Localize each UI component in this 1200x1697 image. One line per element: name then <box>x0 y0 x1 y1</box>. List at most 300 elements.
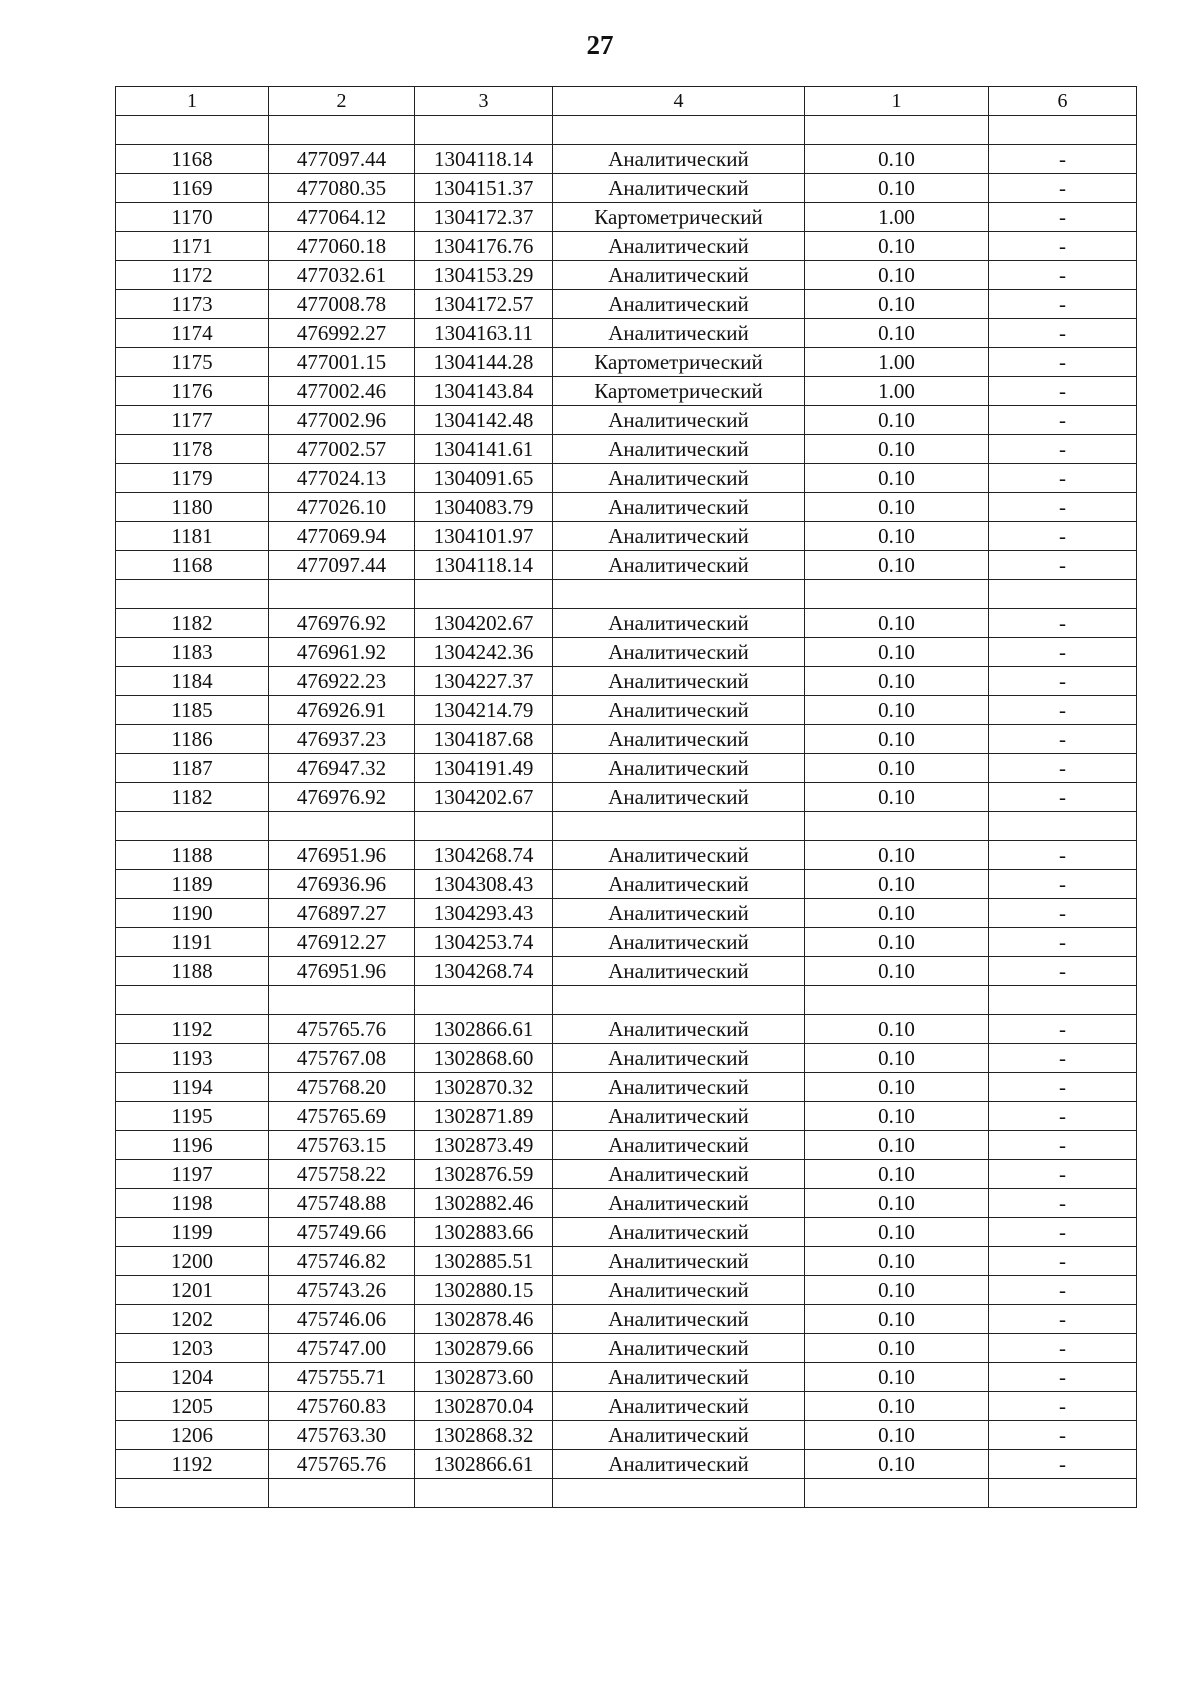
description-cell: - <box>989 638 1137 667</box>
method-cell: Аналитический <box>553 1160 805 1189</box>
y-coordinate-cell: 1302866.61 <box>415 1015 553 1044</box>
x-coordinate-cell: 475763.30 <box>269 1421 415 1450</box>
table-row <box>116 1160 1137 1189</box>
y-coordinate-cell: 1304118.14 <box>415 551 553 580</box>
table-row <box>116 725 1137 754</box>
y-coordinate-cell: 1304293.43 <box>415 899 553 928</box>
y-coordinate-cell: 1302873.60 <box>415 1363 553 1392</box>
point-number-cell: 1189 <box>116 870 269 899</box>
table-row <box>116 1189 1137 1218</box>
table-row <box>116 261 1137 290</box>
point-number-cell: 1171 <box>116 232 269 261</box>
method-cell: Аналитический <box>553 261 805 290</box>
method-cell: Аналитический <box>553 1044 805 1073</box>
method-cell: Аналитический <box>553 841 805 870</box>
x-coordinate-cell: 476922.23 <box>269 667 415 696</box>
method-cell: Аналитический <box>553 870 805 899</box>
accuracy-cell: 0.10 <box>805 1015 989 1044</box>
table-row <box>116 1131 1137 1160</box>
table-header-row <box>116 87 1137 116</box>
table-row <box>116 841 1137 870</box>
x-coordinate-cell: 475758.22 <box>269 1160 415 1189</box>
y-coordinate-cell: 1304176.76 <box>415 232 553 261</box>
x-coordinate-cell: 476992.27 <box>269 319 415 348</box>
table-spacer-row <box>116 986 1137 1015</box>
accuracy-cell: 1.00 <box>805 348 989 377</box>
point-number-cell: 1180 <box>116 493 269 522</box>
table-row <box>116 435 1137 464</box>
x-coordinate-cell: 477097.44 <box>269 145 415 174</box>
y-coordinate-cell: 1302866.61 <box>415 1450 553 1479</box>
y-coordinate-cell <box>415 986 553 1015</box>
method-cell: Аналитический <box>553 1131 805 1160</box>
table-row <box>116 232 1137 261</box>
x-coordinate-cell: 475765.69 <box>269 1102 415 1131</box>
description-cell <box>989 116 1137 145</box>
method-cell <box>553 116 805 145</box>
table-row <box>116 1305 1137 1334</box>
y-coordinate-cell: 1304091.65 <box>415 464 553 493</box>
y-coordinate-cell: 1304172.37 <box>415 203 553 232</box>
y-coordinate-cell: 1304172.57 <box>415 290 553 319</box>
method-cell: Аналитический <box>553 638 805 667</box>
description-cell: - <box>989 174 1137 203</box>
x-coordinate-cell: 477064.12 <box>269 203 415 232</box>
x-coordinate-cell <box>269 812 415 841</box>
x-coordinate-cell: 477026.10 <box>269 493 415 522</box>
description-cell: - <box>989 609 1137 638</box>
accuracy-cell: 0.10 <box>805 725 989 754</box>
description-cell: - <box>989 522 1137 551</box>
x-coordinate-cell: 477080.35 <box>269 174 415 203</box>
x-coordinate-cell: 475768.20 <box>269 1073 415 1102</box>
method-cell <box>553 812 805 841</box>
description-cell: - <box>989 1334 1137 1363</box>
x-coordinate-cell: 477024.13 <box>269 464 415 493</box>
x-coordinate-cell: 476947.32 <box>269 754 415 783</box>
point-number-cell <box>116 116 269 145</box>
point-number-cell: 1176 <box>116 377 269 406</box>
y-coordinate-cell: 1302885.51 <box>415 1247 553 1276</box>
accuracy-cell: 0.10 <box>805 841 989 870</box>
point-number-cell: 1188 <box>116 841 269 870</box>
description-cell <box>989 1479 1137 1508</box>
table-row <box>116 319 1137 348</box>
description-cell: - <box>989 261 1137 290</box>
accuracy-cell: 0.10 <box>805 957 989 986</box>
accuracy-cell: 0.10 <box>805 754 989 783</box>
point-number-cell: 1202 <box>116 1305 269 1334</box>
point-number-cell: 1195 <box>116 1102 269 1131</box>
x-coordinate-cell: 476912.27 <box>269 928 415 957</box>
y-coordinate-cell: 1304163.11 <box>415 319 553 348</box>
table-row <box>116 493 1137 522</box>
header-cell-col6: 6 <box>989 87 1137 116</box>
point-number-cell: 1172 <box>116 261 269 290</box>
table-spacer-row <box>116 580 1137 609</box>
y-coordinate-cell: 1304118.14 <box>415 145 553 174</box>
x-coordinate-cell: 477008.78 <box>269 290 415 319</box>
accuracy-cell: 0.10 <box>805 1073 989 1102</box>
description-cell: - <box>989 551 1137 580</box>
point-number-cell: 1200 <box>116 1247 269 1276</box>
description-cell: - <box>989 841 1137 870</box>
description-cell: - <box>989 957 1137 986</box>
description-cell: - <box>989 1421 1137 1450</box>
table-row <box>116 551 1137 580</box>
point-number-cell <box>116 1479 269 1508</box>
method-cell: Аналитический <box>553 1392 805 1421</box>
accuracy-cell <box>805 1479 989 1508</box>
y-coordinate-cell: 1304142.48 <box>415 406 553 435</box>
x-coordinate-cell: 475746.82 <box>269 1247 415 1276</box>
table-row <box>116 1015 1137 1044</box>
table-row <box>116 348 1137 377</box>
method-cell: Аналитический <box>553 319 805 348</box>
y-coordinate-cell: 1302879.66 <box>415 1334 553 1363</box>
accuracy-cell: 0.10 <box>805 435 989 464</box>
point-number-cell: 1194 <box>116 1073 269 1102</box>
point-number-cell: 1206 <box>116 1421 269 1450</box>
x-coordinate-cell: 477069.94 <box>269 522 415 551</box>
method-cell: Аналитический <box>553 783 805 812</box>
method-cell: Аналитический <box>553 551 805 580</box>
y-coordinate-cell: 1304253.74 <box>415 928 553 957</box>
description-cell <box>989 986 1137 1015</box>
table-row <box>116 1247 1137 1276</box>
x-coordinate-cell <box>269 1479 415 1508</box>
point-number-cell: 1186 <box>116 725 269 754</box>
accuracy-cell <box>805 116 989 145</box>
header-cell-col2: 2 <box>269 87 415 116</box>
method-cell: Аналитический <box>553 1189 805 1218</box>
method-cell: Аналитический <box>553 145 805 174</box>
description-cell: - <box>989 1160 1137 1189</box>
table-spacer-row <box>116 812 1137 841</box>
description-cell: - <box>989 1392 1137 1421</box>
method-cell: Аналитический <box>553 435 805 464</box>
point-number-cell: 1192 <box>116 1015 269 1044</box>
table-row <box>116 928 1137 957</box>
y-coordinate-cell: 1304227.37 <box>415 667 553 696</box>
method-cell: Аналитический <box>553 464 805 493</box>
accuracy-cell: 0.10 <box>805 232 989 261</box>
accuracy-cell: 0.10 <box>805 1160 989 1189</box>
description-cell: - <box>989 145 1137 174</box>
accuracy-cell: 0.10 <box>805 493 989 522</box>
point-number-cell: 1183 <box>116 638 269 667</box>
method-cell: Аналитический <box>553 232 805 261</box>
x-coordinate-cell <box>269 986 415 1015</box>
accuracy-cell: 0.10 <box>805 1189 989 1218</box>
description-cell: - <box>989 1276 1137 1305</box>
table-row <box>116 406 1137 435</box>
point-number-cell: 1199 <box>116 1218 269 1247</box>
x-coordinate-cell: 476951.96 <box>269 841 415 870</box>
method-cell: Аналитический <box>553 406 805 435</box>
description-cell: - <box>989 290 1137 319</box>
method-cell: Аналитический <box>553 609 805 638</box>
x-coordinate-cell: 475747.00 <box>269 1334 415 1363</box>
x-coordinate-cell: 477002.46 <box>269 377 415 406</box>
accuracy-cell: 0.10 <box>805 667 989 696</box>
table-row <box>116 1044 1137 1073</box>
coordinates-table <box>115 86 1137 1508</box>
table-row <box>116 1363 1137 1392</box>
accuracy-cell: 0.10 <box>805 1218 989 1247</box>
method-cell: Аналитический <box>553 1363 805 1392</box>
accuracy-cell <box>805 812 989 841</box>
x-coordinate-cell: 475746.06 <box>269 1305 415 1334</box>
x-coordinate-cell: 477001.15 <box>269 348 415 377</box>
table-row <box>116 696 1137 725</box>
method-cell: Аналитический <box>553 725 805 754</box>
x-coordinate-cell: 475763.15 <box>269 1131 415 1160</box>
description-cell: - <box>989 1247 1137 1276</box>
description-cell: - <box>989 1305 1137 1334</box>
table-row <box>116 1334 1137 1363</box>
accuracy-cell: 0.10 <box>805 928 989 957</box>
description-cell: - <box>989 464 1137 493</box>
method-cell: Аналитический <box>553 1015 805 1044</box>
accuracy-cell: 0.10 <box>805 1363 989 1392</box>
header-cell-col3: 3 <box>415 87 553 116</box>
method-cell: Аналитический <box>553 174 805 203</box>
point-number-cell: 1191 <box>116 928 269 957</box>
accuracy-cell: 0.10 <box>805 1247 989 1276</box>
description-cell: - <box>989 899 1137 928</box>
point-number-cell: 1187 <box>116 754 269 783</box>
table-spacer-row <box>116 1479 1137 1508</box>
x-coordinate-cell: 477002.96 <box>269 406 415 435</box>
x-coordinate-cell <box>269 580 415 609</box>
description-cell: - <box>989 783 1137 812</box>
description-cell <box>989 812 1137 841</box>
description-cell: - <box>989 1015 1137 1044</box>
x-coordinate-cell: 477060.18 <box>269 232 415 261</box>
table-row <box>116 290 1137 319</box>
header-cell-col4: 4 <box>553 87 805 116</box>
table-row <box>116 522 1137 551</box>
table-row <box>116 754 1137 783</box>
point-number-cell: 1192 <box>116 1450 269 1479</box>
y-coordinate-cell: 1304202.67 <box>415 783 553 812</box>
x-coordinate-cell: 475749.66 <box>269 1218 415 1247</box>
accuracy-cell: 0.10 <box>805 609 989 638</box>
method-cell: Аналитический <box>553 696 805 725</box>
point-number-cell: 1181 <box>116 522 269 551</box>
description-cell: - <box>989 725 1137 754</box>
method-cell <box>553 1479 805 1508</box>
point-number-cell: 1193 <box>116 1044 269 1073</box>
x-coordinate-cell: 475760.83 <box>269 1392 415 1421</box>
accuracy-cell: 0.10 <box>805 290 989 319</box>
y-coordinate-cell: 1302873.49 <box>415 1131 553 1160</box>
accuracy-cell: 0.10 <box>805 1276 989 1305</box>
y-coordinate-cell: 1302876.59 <box>415 1160 553 1189</box>
table-row <box>116 145 1137 174</box>
y-coordinate-cell: 1302878.46 <box>415 1305 553 1334</box>
table-row <box>116 783 1137 812</box>
method-cell: Аналитический <box>553 899 805 928</box>
y-coordinate-cell: 1304242.36 <box>415 638 553 667</box>
method-cell: Аналитический <box>553 1073 805 1102</box>
accuracy-cell: 1.00 <box>805 377 989 406</box>
accuracy-cell: 0.10 <box>805 638 989 667</box>
point-number-cell: 1190 <box>116 899 269 928</box>
table-spacer-row <box>116 116 1137 145</box>
y-coordinate-cell: 1304187.68 <box>415 725 553 754</box>
table-row <box>116 1218 1137 1247</box>
accuracy-cell: 0.10 <box>805 899 989 928</box>
accuracy-cell: 0.10 <box>805 1450 989 1479</box>
y-coordinate-cell: 1304143.84 <box>415 377 553 406</box>
point-number-cell: 1177 <box>116 406 269 435</box>
method-cell: Аналитический <box>553 1218 805 1247</box>
accuracy-cell: 0.10 <box>805 1334 989 1363</box>
table-row <box>116 638 1137 667</box>
y-coordinate-cell: 1302880.15 <box>415 1276 553 1305</box>
y-coordinate-cell: 1304144.28 <box>415 348 553 377</box>
accuracy-cell: 1.00 <box>805 203 989 232</box>
point-number-cell: 1198 <box>116 1189 269 1218</box>
accuracy-cell: 0.10 <box>805 783 989 812</box>
point-number-cell: 1197 <box>116 1160 269 1189</box>
description-cell: - <box>989 493 1137 522</box>
table-row <box>116 1102 1137 1131</box>
description-cell: - <box>989 754 1137 783</box>
y-coordinate-cell: 1304101.97 <box>415 522 553 551</box>
y-coordinate-cell <box>415 1479 553 1508</box>
method-cell: Аналитический <box>553 1450 805 1479</box>
table-row <box>116 1276 1137 1305</box>
method-cell: Аналитический <box>553 493 805 522</box>
table-row <box>116 1450 1137 1479</box>
description-cell: - <box>989 928 1137 957</box>
method-cell <box>553 986 805 1015</box>
point-number-cell: 1201 <box>116 1276 269 1305</box>
x-coordinate-cell: 475767.08 <box>269 1044 415 1073</box>
description-cell: - <box>989 1102 1137 1131</box>
page-number: 27 <box>586 30 614 60</box>
accuracy-cell: 0.10 <box>805 1102 989 1131</box>
x-coordinate-cell: 476897.27 <box>269 899 415 928</box>
y-coordinate-cell: 1302868.60 <box>415 1044 553 1073</box>
point-number-cell: 1178 <box>116 435 269 464</box>
method-cell <box>553 580 805 609</box>
x-coordinate-cell: 476926.91 <box>269 696 415 725</box>
point-number-cell <box>116 986 269 1015</box>
accuracy-cell: 0.10 <box>805 145 989 174</box>
point-number-cell <box>116 812 269 841</box>
description-cell: - <box>989 435 1137 464</box>
method-cell: Аналитический <box>553 1247 805 1276</box>
accuracy-cell: 0.10 <box>805 261 989 290</box>
y-coordinate-cell: 1302868.32 <box>415 1421 553 1450</box>
point-number-cell: 1182 <box>116 609 269 638</box>
x-coordinate-cell: 476976.92 <box>269 783 415 812</box>
header-cell-col1: 1 <box>116 87 269 116</box>
y-coordinate-cell: 1302870.32 <box>415 1073 553 1102</box>
point-number-cell: 1169 <box>116 174 269 203</box>
x-coordinate-cell <box>269 116 415 145</box>
point-number-cell: 1203 <box>116 1334 269 1363</box>
y-coordinate-cell: 1302870.04 <box>415 1392 553 1421</box>
table-row <box>116 667 1137 696</box>
x-coordinate-cell: 477097.44 <box>269 551 415 580</box>
method-cell: Аналитический <box>553 1276 805 1305</box>
description-cell: - <box>989 1073 1137 1102</box>
point-number-cell: 1205 <box>116 1392 269 1421</box>
y-coordinate-cell: 1304153.29 <box>415 261 553 290</box>
y-coordinate-cell <box>415 116 553 145</box>
x-coordinate-cell: 476937.23 <box>269 725 415 754</box>
method-cell: Картометрический <box>553 377 805 406</box>
table-body <box>116 87 1137 1508</box>
accuracy-cell: 0.10 <box>805 551 989 580</box>
method-cell: Аналитический <box>553 1334 805 1363</box>
method-cell: Аналитический <box>553 1421 805 1450</box>
accuracy-cell: 0.10 <box>805 1131 989 1160</box>
accuracy-cell: 0.10 <box>805 1044 989 1073</box>
description-cell: - <box>989 377 1137 406</box>
description-cell: - <box>989 406 1137 435</box>
point-number-cell <box>116 580 269 609</box>
method-cell: Аналитический <box>553 290 805 319</box>
method-cell: Картометрический <box>553 348 805 377</box>
accuracy-cell: 0.10 <box>805 1305 989 1334</box>
x-coordinate-cell: 475743.26 <box>269 1276 415 1305</box>
x-coordinate-cell: 476961.92 <box>269 638 415 667</box>
method-cell: Аналитический <box>553 928 805 957</box>
x-coordinate-cell: 475748.88 <box>269 1189 415 1218</box>
description-cell <box>989 580 1137 609</box>
point-number-cell: 1196 <box>116 1131 269 1160</box>
y-coordinate-cell: 1302882.46 <box>415 1189 553 1218</box>
table-row <box>116 203 1137 232</box>
table-row <box>116 377 1137 406</box>
point-number-cell: 1173 <box>116 290 269 319</box>
accuracy-cell: 0.10 <box>805 696 989 725</box>
description-cell: - <box>989 348 1137 377</box>
point-number-cell: 1168 <box>116 551 269 580</box>
y-coordinate-cell: 1304191.49 <box>415 754 553 783</box>
description-cell: - <box>989 870 1137 899</box>
point-number-cell: 1185 <box>116 696 269 725</box>
accuracy-cell: 0.10 <box>805 522 989 551</box>
accuracy-cell <box>805 580 989 609</box>
method-cell: Аналитический <box>553 1305 805 1334</box>
method-cell: Аналитический <box>553 1102 805 1131</box>
y-coordinate-cell: 1304268.74 <box>415 957 553 986</box>
table-row <box>116 1073 1137 1102</box>
accuracy-cell: 0.10 <box>805 870 989 899</box>
y-coordinate-cell <box>415 580 553 609</box>
y-coordinate-cell: 1302871.89 <box>415 1102 553 1131</box>
x-coordinate-cell: 475765.76 <box>269 1015 415 1044</box>
y-coordinate-cell: 1304151.37 <box>415 174 553 203</box>
description-cell: - <box>989 1218 1137 1247</box>
point-number-cell: 1174 <box>116 319 269 348</box>
x-coordinate-cell: 476951.96 <box>269 957 415 986</box>
y-coordinate-cell <box>415 812 553 841</box>
y-coordinate-cell: 1304083.79 <box>415 493 553 522</box>
table-row <box>116 1392 1137 1421</box>
table-row <box>116 870 1137 899</box>
point-number-cell: 1182 <box>116 783 269 812</box>
point-number-cell: 1168 <box>116 145 269 174</box>
accuracy-cell: 0.10 <box>805 1421 989 1450</box>
